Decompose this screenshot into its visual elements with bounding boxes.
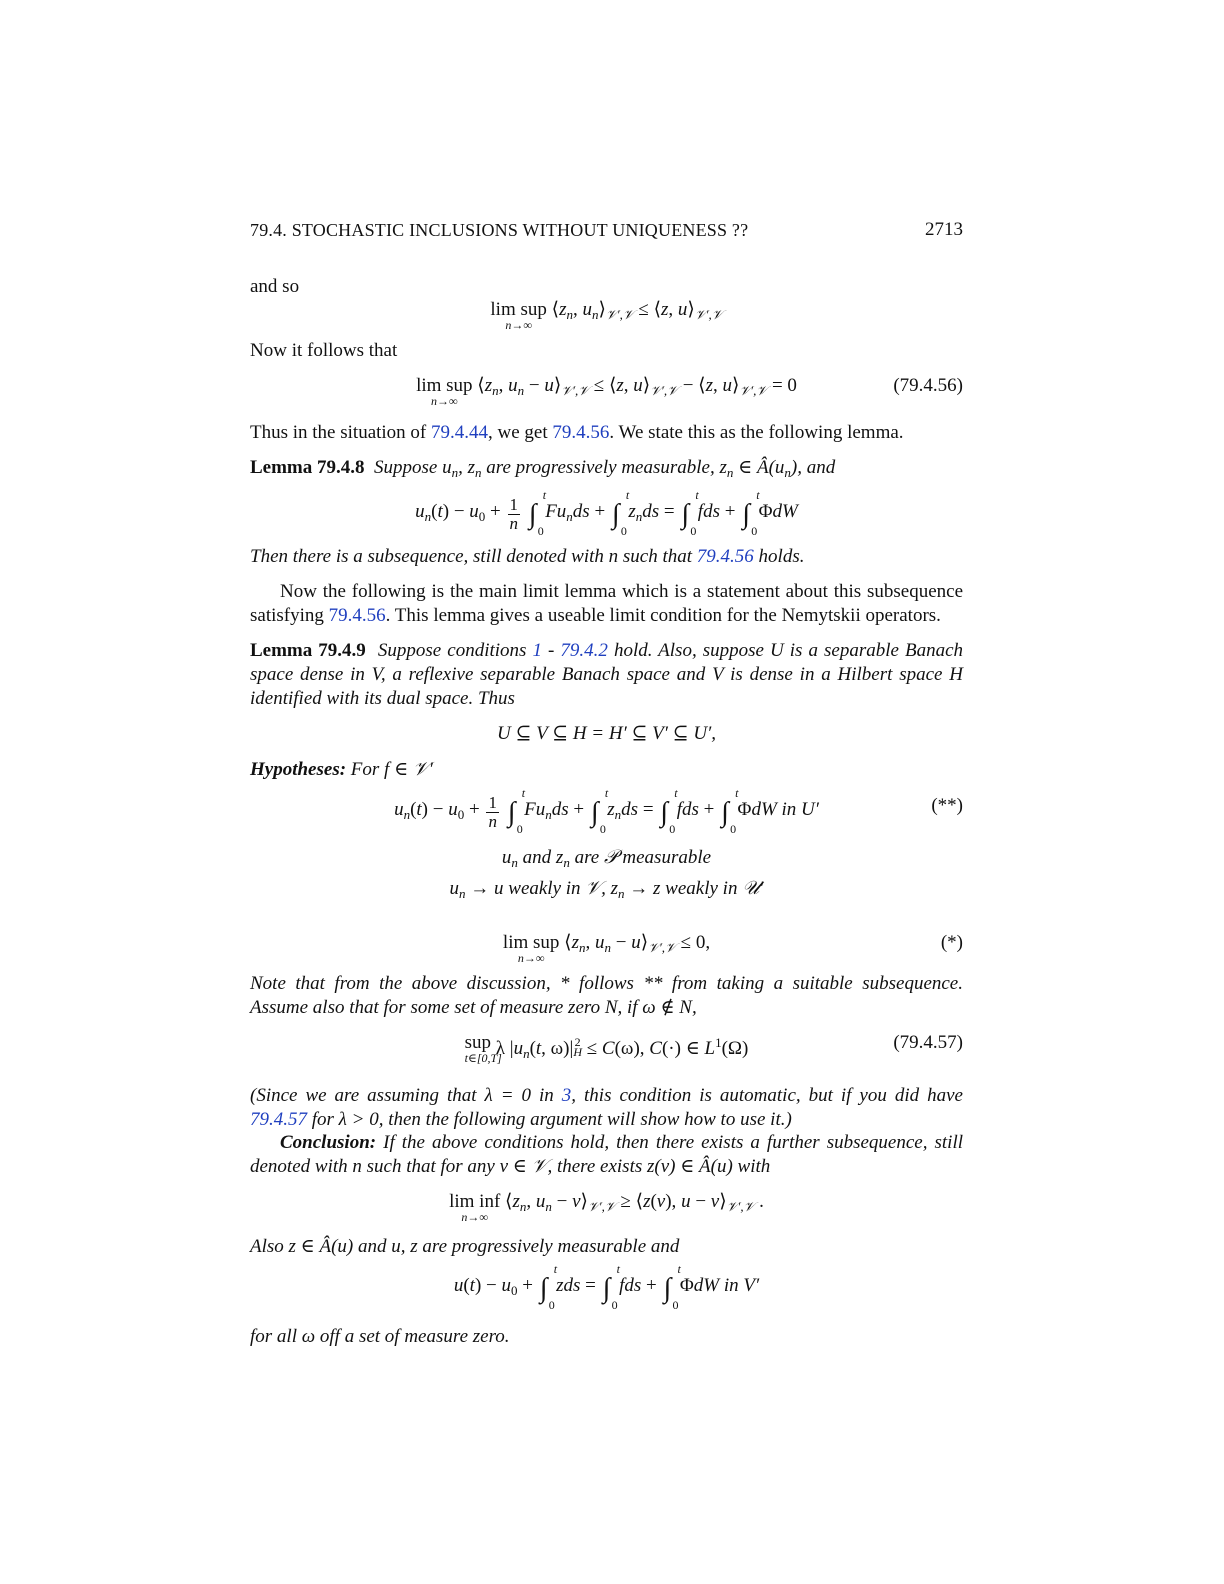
note-paragraph: Note that from the above discussion, * follows ** from taking a suitable subsequence. Assume also that for some set of measure zero N, if ω ∉ N, xyxy=(250,973,963,1018)
hypotheses-text: For f ∈ 𝒱′ xyxy=(350,759,433,780)
lemma-label: Lemma 79.4.9 xyxy=(250,640,366,661)
equation-number: (**) xyxy=(931,795,963,816)
equation-number: (79.4.56) xyxy=(893,375,963,396)
equation-lemma-8: $u_n(t) - u_0$ + $\frac{1}{n}$ ∫ t 0 $Fu_nds$ + ∫ t 0 $z_nds$ = ∫ t 0 fds + ∫ t 0 ΦdW xyxy=(415,488,798,538)
ref-condition-1[interactable]: 1 xyxy=(532,640,542,661)
ref-79-4-56[interactable]: 79.4.56 xyxy=(552,422,610,443)
text-run: for λ > 0, then the following argument will show how to use it.) xyxy=(307,1109,792,1130)
measurable-line: $u_n$ and $z_n$ are 𝒫 measurable xyxy=(501,847,712,870)
equation-limsup-1: lim sup n→∞ $⟨z_n$, $u_n⟩_{𝒱',𝒱}$ ≤ ⟨z, $u⟩_{𝒱',𝒱}$ xyxy=(490,299,723,332)
ref-79-4-57[interactable]: 79.4.57 xyxy=(250,1109,307,1130)
equation-double-star: $u_n(t) - u_0$ + $\frac{1}{n}$ ∫ t 0 $Fu_nds$ + ∫ t 0 $z_nds$ = ∫ t 0 fds + ∫ t 0 ΦdW in U′ (**) xyxy=(394,786,963,836)
hypotheses-line xyxy=(250,758,963,782)
also-text: Also z ∈ Â(u) and u, z are progressively measurable and xyxy=(250,1236,680,1257)
conclusion-text: If the above conditions hold, then there exists a further subsequence, still denoted with n such that for any v ∈ 𝒱, there exists z(v) ∈ Â(u) with xyxy=(250,1132,964,1177)
conclusion-label: Conclusion: xyxy=(280,1132,377,1153)
text-run: are progressively measurable, z xyxy=(481,457,727,478)
equation-79-4-56: lim sup n→∞ $⟨z_n$, $u_n$ − $u⟩_{𝒱',𝒱}$ ≤ ⟨z, $u⟩_{𝒱',𝒱}$ − ⟨z, $u⟩_{𝒱',𝒱} = 0$ (79.4.56) xyxy=(416,375,963,408)
text-run: . This lemma gives a useable limit condition for the Nemytskii operators. xyxy=(385,605,941,626)
for-all-text: for all ω off a set of measure zero. xyxy=(250,1326,510,1347)
ref-79-4-2[interactable]: 79.4.2 xyxy=(560,640,608,661)
text-run: . We state this as the following lemma. xyxy=(609,422,904,443)
page-number: 2713 xyxy=(925,219,963,240)
ref-79-4-44[interactable]: 79.4.44 xyxy=(431,422,489,443)
conclusion-paragraph xyxy=(250,1131,963,1179)
text-run: Now the following is the main limit lemma which is a statement about this subsequence satisfying xyxy=(250,581,963,626)
equation-limit: $u(t) - u_0$ + ∫ t 0 zds = ∫ t 0 fds + ∫ t 0 ΦdW in V′ xyxy=(453,1262,760,1312)
page xyxy=(250,0,963,1584)
equation-space-inclusions: U ⊆ V ⊆ H = H′ ⊆ V′ ⊆ U′, xyxy=(497,723,716,744)
running-header xyxy=(250,218,963,244)
lemma-79-4-9-statement xyxy=(250,639,963,711)
and-so-text: and so xyxy=(250,276,300,297)
lemma-label: Lemma 79.4.8 xyxy=(250,457,365,478)
weak-convergence-line: $u_n \to u$ weakly in 𝒱, $z_n \to z$ weakly in 𝒰′ xyxy=(449,878,764,901)
equation-liminf: lim inf n→∞ $⟨z_n$, $u_n$ − $v⟩_{𝒱',𝒱}$ ≥ ⟨z(v), $u - v⟩_{𝒱',𝒱}$ . xyxy=(449,1191,764,1224)
text-run: , and xyxy=(797,457,836,478)
text-run: (Since we are assuming that λ = 0 in xyxy=(250,1085,562,1106)
ref-79-4-56[interactable]: 79.4.56 xyxy=(328,605,386,626)
lemma-79-4-8-statement: Lemma 79.4.8 Suppose $u_n$, $z_n$ are progressively measurable, $z_n$ ∈ $Â(u_n)$, and xyxy=(250,457,836,480)
ref-79-4-56[interactable]: 79.4.56 xyxy=(696,546,754,567)
now-follows-text: Now it follows that xyxy=(250,340,398,361)
text-run: holds. xyxy=(753,546,805,567)
text-run: , we get xyxy=(488,422,553,443)
equation-79-4-57: sup t∈[0,T] λ $|u_n(t$, ω)| 2 H ≤ C(ω), C(·) ∈ $L^1(\Omega)$ (79.4.57) xyxy=(464,1032,963,1065)
equation-number: (*) xyxy=(940,932,963,953)
thus-paragraph xyxy=(250,421,963,445)
main-limit-paragraph xyxy=(250,580,963,628)
text-run: Suppose u xyxy=(374,457,452,478)
equation-number: (79.4.57) xyxy=(893,1032,963,1053)
text-run: Thus in the situation of xyxy=(250,422,432,443)
since-paragraph xyxy=(250,1084,963,1132)
text-run: - xyxy=(541,640,561,661)
text-run: Then there is a subsequence, still denoted with n such that xyxy=(250,546,697,567)
hypotheses-label: Hypotheses: xyxy=(250,759,347,780)
then-subsequence-text xyxy=(250,545,963,569)
text-run: , this condition is automatic, but if you did have xyxy=(571,1085,963,1106)
equation-star: lim sup n→∞ $⟨z_n$, $u_n$ − $u⟩_{𝒱',𝒱} \le 0$, (*) xyxy=(502,932,963,965)
text-run: Suppose conditions xyxy=(377,640,533,661)
ref-condition-3[interactable]: 3 xyxy=(561,1085,572,1106)
text-run: hold. Also, suppose U is a separable Banach space dense in V, a reflexive separable Banach space and V is dense in a Hilbert space H identified with its dual space. Thus xyxy=(250,640,964,709)
header-title: 79.4. STOCHASTIC INCLUSIONS WITHOUT UNIQUENESS ?? xyxy=(250,220,749,240)
